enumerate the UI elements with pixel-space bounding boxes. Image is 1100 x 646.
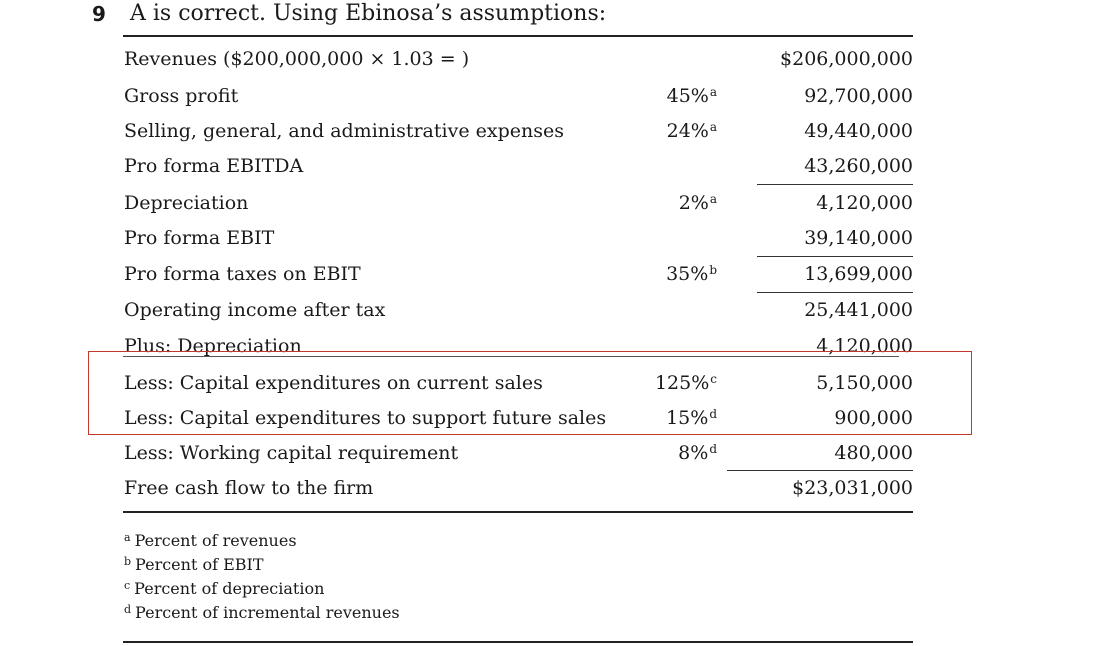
footnote-bottom-rule — [123, 641, 913, 643]
row-amount: 92,700,000 — [804, 85, 913, 107]
row-label: Gross profit — [124, 85, 239, 107]
row-label: Operating income after tax — [124, 299, 386, 321]
table-row-ebitda — [123, 155, 913, 185]
row-amount: $23,031,000 — [792, 477, 913, 499]
subtotal-rule — [727, 470, 913, 471]
row-label: Free cash flow to the firm — [124, 477, 374, 499]
table-row-taxes — [123, 263, 913, 293]
footnote-b: $^b$ Percent of EBIT — [124, 555, 264, 574]
row-label: Pro forma EBITDA — [124, 155, 304, 177]
row-amount: 900,000 — [834, 407, 913, 429]
row-percent: 35%$^b$ — [666, 263, 717, 285]
subtotal-rule — [757, 184, 913, 185]
row-label: Less: Capital expenditures on current sales — [124, 372, 543, 394]
row-amount: 25,441,000 — [804, 299, 913, 321]
footnote-a: $^a$ Percent of revenues — [124, 531, 297, 550]
row-label: Pro forma EBIT — [124, 227, 275, 249]
row-percent: 15%$^d$ — [666, 407, 717, 429]
table-top-rule — [123, 35, 913, 37]
table-bottom-rule — [123, 511, 913, 513]
row-percent: 125%$^c$ — [654, 372, 717, 394]
table-row-gross-profit — [123, 85, 913, 115]
highlight-box — [88, 351, 972, 435]
row-label: Selling, general, and administrative expenses — [124, 120, 564, 142]
row-amount: 4,120,000 — [816, 192, 913, 214]
row-label: Depreciation — [124, 192, 249, 214]
row-percent: 45%$^a$ — [666, 85, 717, 107]
row-percent: 24%$^a$ — [666, 120, 717, 142]
table-row-depreciation — [123, 192, 913, 222]
row-amount: 49,440,000 — [804, 120, 913, 142]
row-label: Plus: Depreciation — [124, 335, 302, 357]
row-percent: 8%$^d$ — [678, 442, 717, 464]
table-row-working-capital — [123, 442, 913, 472]
row-label: Less: Capital expenditures to support future sales — [124, 407, 607, 429]
row-label: Less: Working capital requirement — [124, 442, 459, 464]
question-title: A is correct. Using Ebinosa’s assumptions: — [130, 1, 607, 26]
question-number: 9 — [92, 2, 106, 26]
row-percent: 2%$^a$ — [678, 192, 717, 214]
row-amount: $206,000,000 — [780, 48, 913, 70]
row-amount: 43,260,000 — [804, 155, 913, 177]
subtotal-rule — [757, 292, 913, 293]
row-amount: 39,140,000 — [804, 227, 913, 249]
row-amount: 13,699,000 — [804, 263, 913, 285]
row-amount: 4,120,000 — [816, 335, 913, 357]
row-amount: 480,000 — [834, 442, 913, 464]
footnote-c: $^c$ Percent of depreciation — [124, 579, 325, 598]
row-amount: 5,150,000 — [816, 372, 913, 394]
row-label: Revenues ($200,000,000 × 1.03 = ) — [124, 48, 470, 70]
footnote-d: $^d$ Percent of incremental revenues — [124, 603, 400, 622]
table-row-ebit — [123, 227, 913, 257]
table-row-sga — [123, 120, 913, 150]
subtotal-rule — [757, 256, 913, 257]
table-row-fcff — [123, 477, 913, 507]
table-row-operating-income — [123, 299, 913, 329]
row-label: Pro forma taxes on EBIT — [124, 263, 361, 285]
table-row-revenues — [123, 48, 913, 78]
